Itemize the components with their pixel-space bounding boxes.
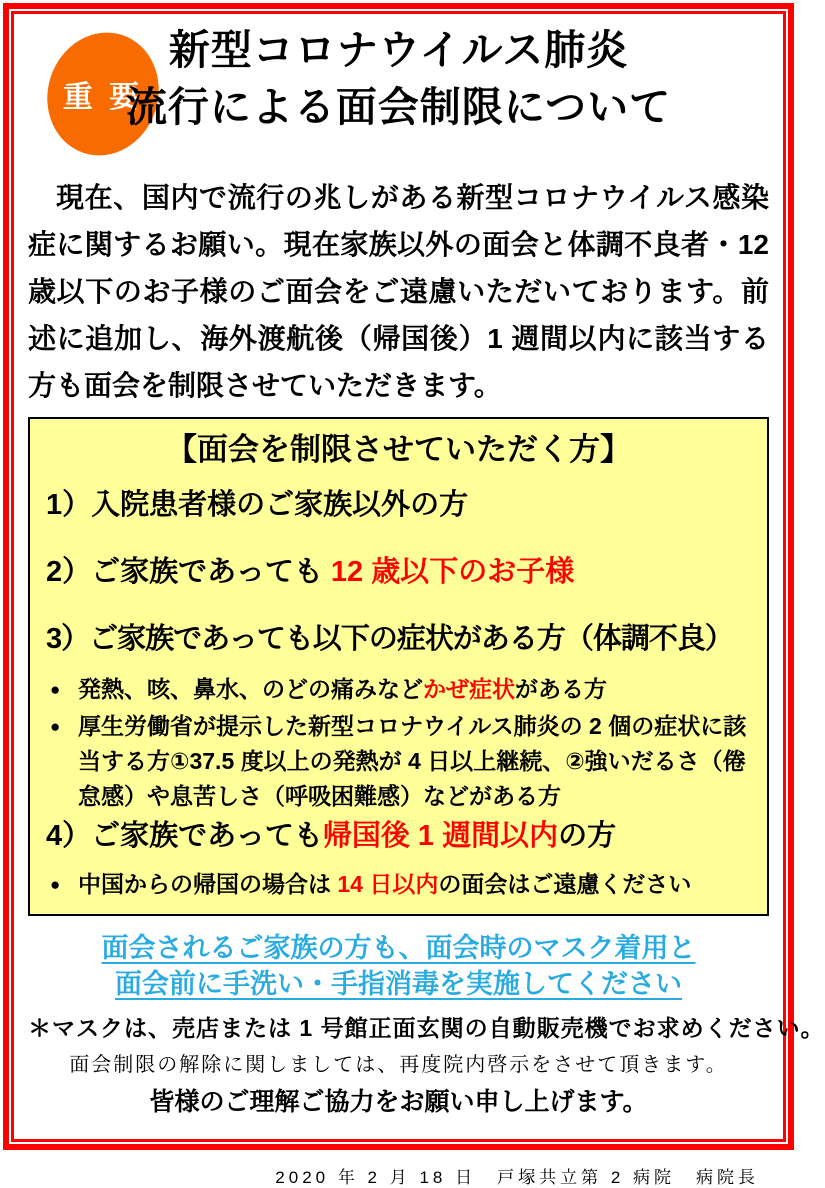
bullet-1-highlight: かぜ症状 [423,676,515,702]
restriction-release-note: 面会制限の解除に関しましては、再度院内啓示をさせて頂きます。 [69,1054,728,1076]
date-signature: 2020 年 2 月 18 日 戸塚共立第 2 病院 病院長 [275,1168,759,1187]
notice-header [26,22,771,170]
item-2-text: 2）ご家族であっても [46,556,331,588]
notice-title [26,22,771,136]
title-line-1: 新型コロナウイルス肺炎 [168,27,629,73]
restriction-item-2 [46,556,751,589]
item-4-highlight: 帰国後 1 週間以内 [322,820,559,852]
symptom-bullet-mhlw-text: 厚生労働省が提示した新型コロナウイルス肺炎の 2 個の症状に該当する方①37.5 度以上の発熱が 4 日以上継続、②強いだるさ（倦怠感）や息苦しさ（呼吸困難感）などがある方 [78,713,747,809]
thanks-line: 皆様のご理解ご協力をお願い申し上げます。 [149,1088,648,1116]
page-border-outer [3,3,825,1187]
bullet-3-prefix: 中国からの帰国の場合は [78,871,338,897]
mask-purchase-note: ＊マスクは、売店または 1 号館正面玄関の自動販売機でお求めください。 [28,1015,825,1041]
china-return-bullet-text [78,867,751,902]
symptom-bullet-cold [46,672,751,707]
bullet-3-highlight: 14 日以内 [337,871,439,897]
symptom-bullet-mhlw [46,709,751,814]
item-4-suffix: の方 [558,820,617,852]
restriction-item-3: 3）ご家族であっても以下の症状がある方（体調不良） [46,623,733,655]
china-return-bullet [46,867,751,902]
symptom-bullet-cold-text [78,672,751,707]
bullet-3-suffix: の面会はご遠慮ください [438,871,692,897]
bullet-1-prefix: 発熱、咳、鼻水、のどの痛みなど [78,676,423,702]
item-2-highlight: 12 歳以下のお子様 [330,556,575,588]
mask-handwash-request [26,930,771,1002]
restriction-box-heading: 【面会を制限させていただく方】 [166,432,631,467]
restriction-box [28,417,769,916]
blue-note-line-2: 面会前に手洗い・手指消毒を実施してください [115,969,682,999]
title-line-2: 流行による面会制限について [125,84,672,130]
bullet-icon: ● [50,717,61,736]
badge-label: 重 要 [62,81,144,114]
bullet-icon: ● [50,875,61,894]
item-4-prefix: 4）ご家族であっても [46,820,323,852]
restriction-item-1: 1）入院患者様のご家族以外の方 [46,489,469,521]
blue-note-line-1: 面会されるご家族の方も、面会時のマスク着用と [101,933,696,963]
bullet-1-suffix: がある方 [515,676,607,702]
bullet-icon: ● [50,680,61,699]
restriction-item-4 [46,820,751,853]
page-border-inner [11,11,825,1187]
intro-paragraph: 現在、国内で流行の兆しがある新型コロナウイルス感染症に関するお願い。現在家族以外の面会と体調不良者・12 歳以下のお子様のご面会をご遠慮いただいております。前述に追加し、海外渡航後（帰国後）1 週間以内に該当する方も面会を制限させていただきます。 [28,182,769,401]
